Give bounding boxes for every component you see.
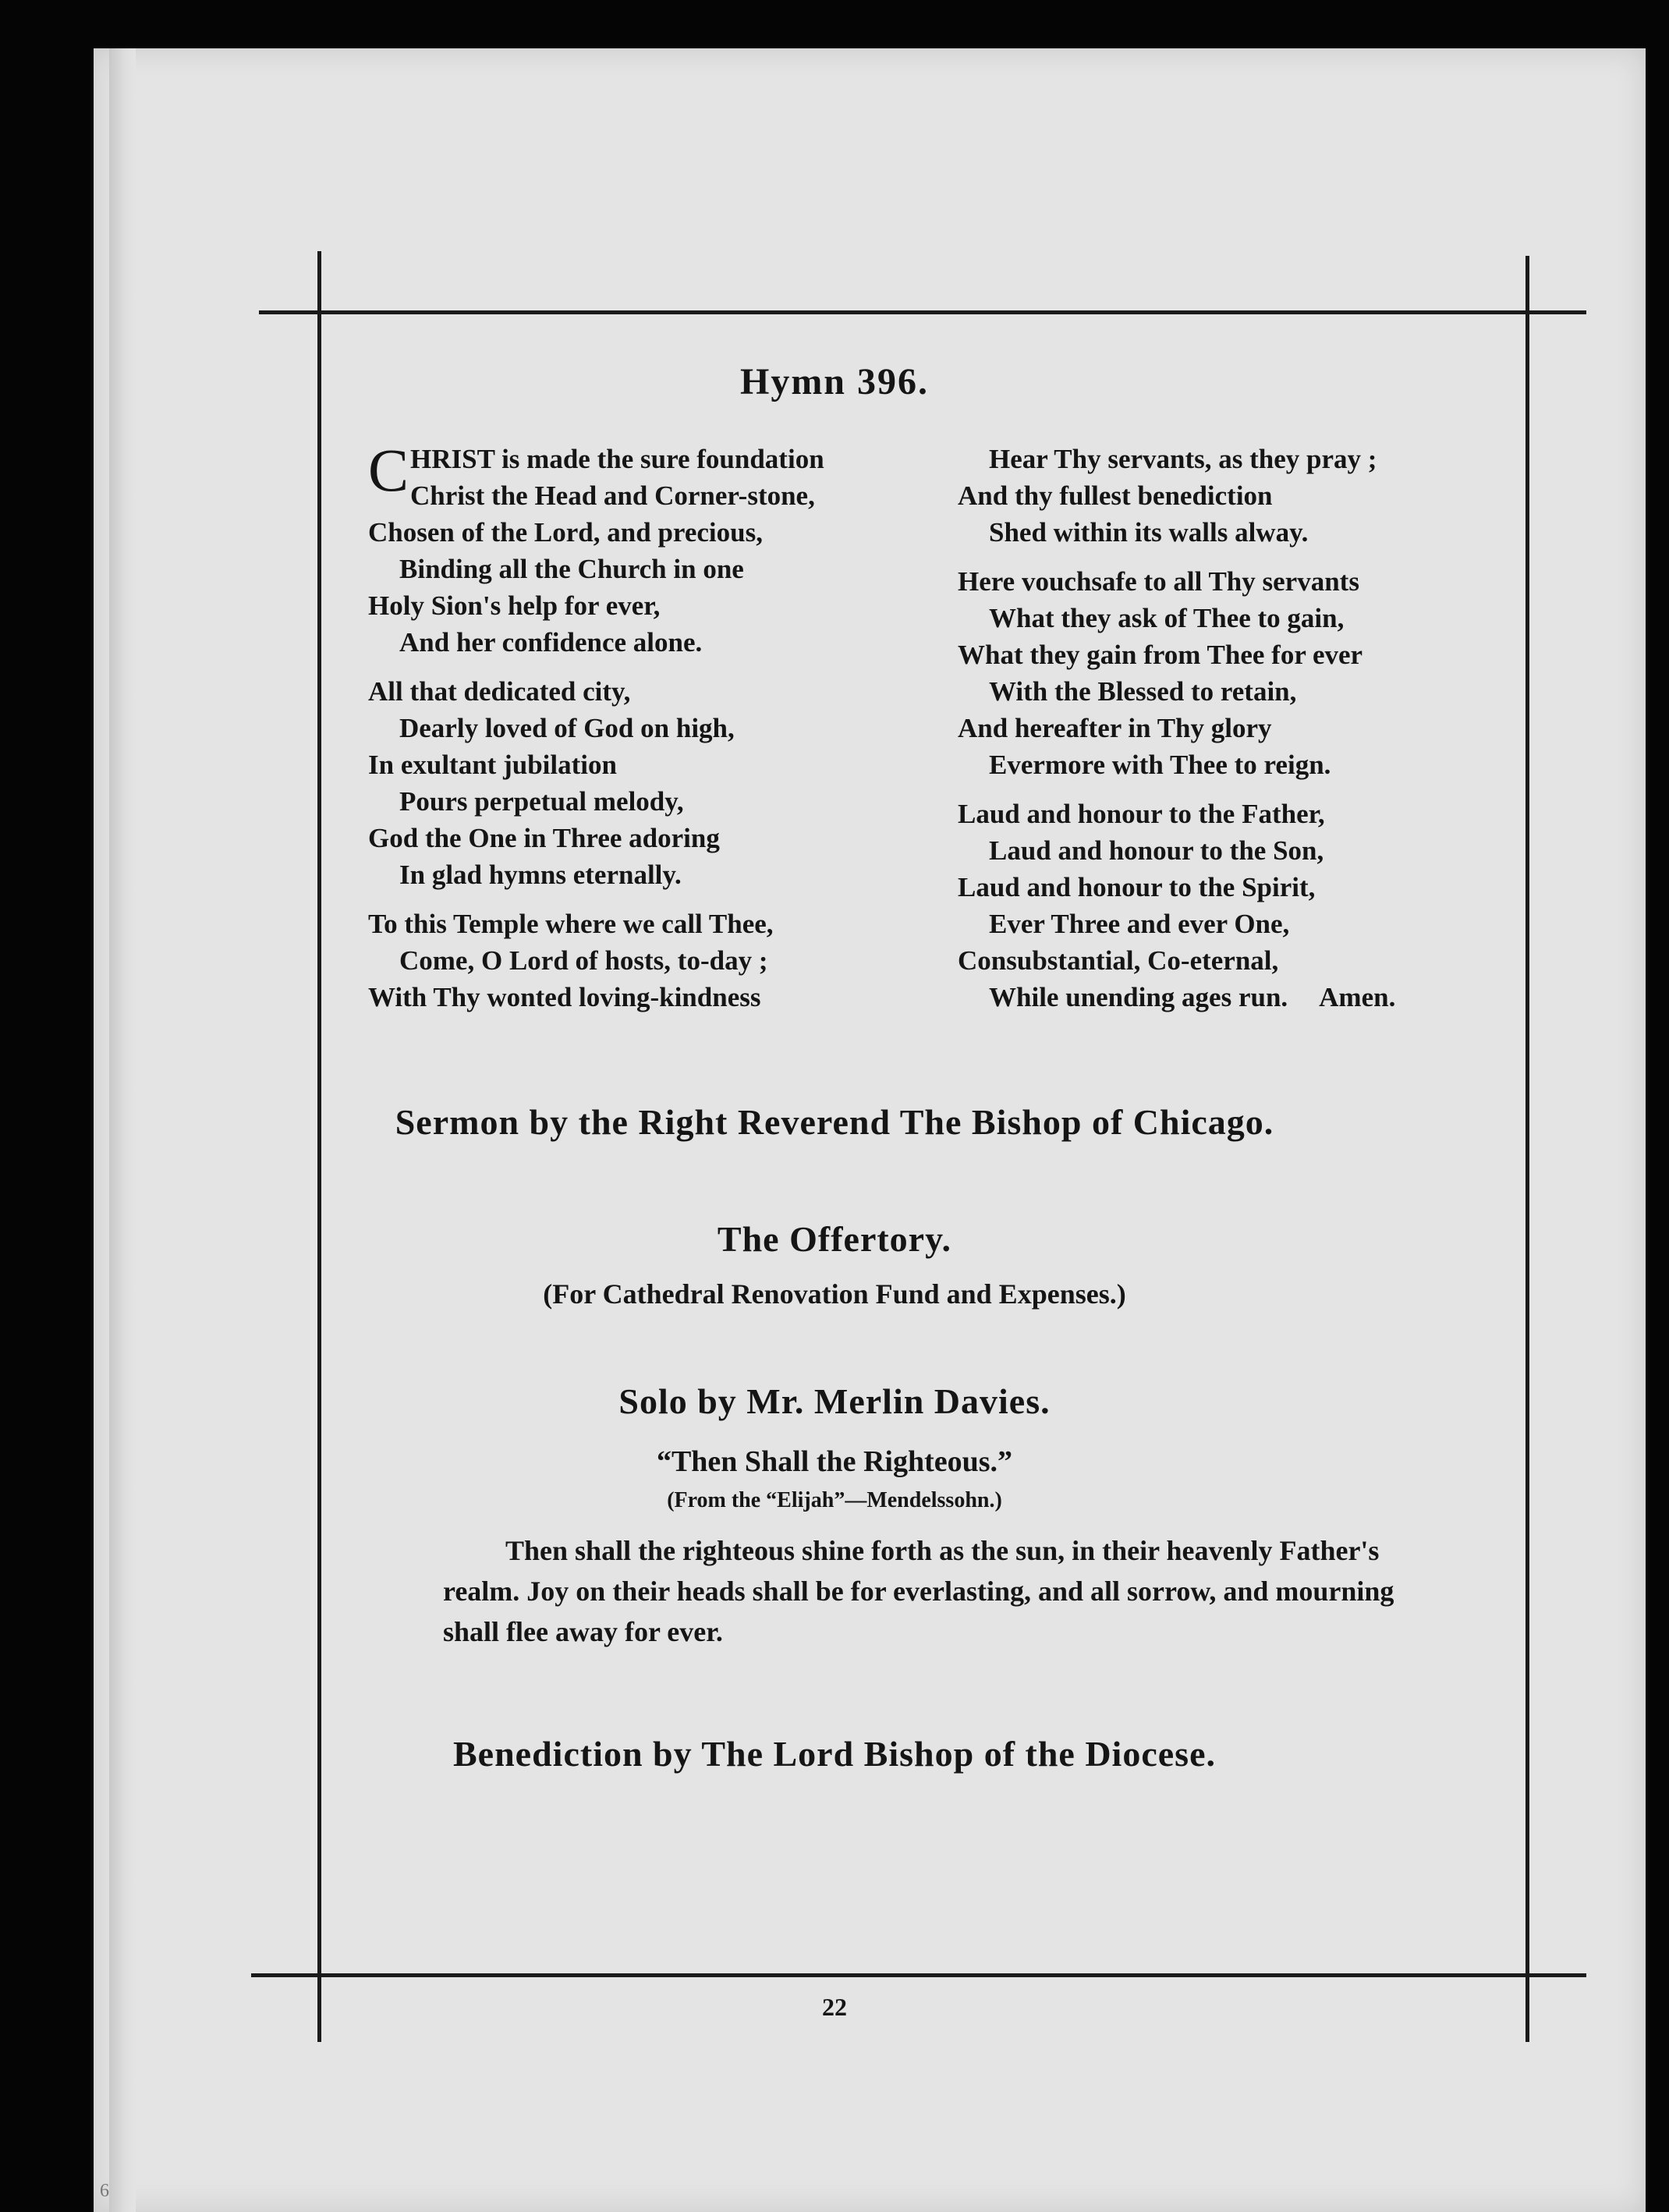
border-bottom-rule — [251, 1973, 1586, 1977]
offertory-heading: The Offertory. — [717, 1219, 952, 1259]
hymn-line: Binding all the Church in one — [399, 554, 744, 584]
solo-heading: Solo by Mr. Merlin Davies. — [618, 1381, 1051, 1421]
stanza — [368, 673, 824, 893]
hymn-title: Hymn 396. — [739, 361, 929, 402]
hymn-line: Laud and honour to the Son, — [989, 835, 1324, 866]
hymn-line: Chosen of the Lord, and precious, — [368, 517, 763, 548]
offertory-note: (For Cathedral Renovation Fund and Expenses.) — [543, 1278, 1126, 1310]
hymn-line: Come, O Lord of hosts, to-day ; — [399, 945, 768, 976]
stanza — [958, 796, 1395, 1016]
hymn-line: And thy fullest benediction — [958, 480, 1273, 511]
stanza — [368, 436, 824, 661]
hymn-line: While unending ages run. Amen. — [958, 979, 1395, 1016]
amen: Amen. — [1319, 982, 1396, 1012]
stanza — [368, 906, 824, 1016]
hymn-line: Laud and honour to the Spirit, — [958, 872, 1316, 902]
hymn-line: Christ the Head and Corner-stone, — [410, 480, 815, 511]
hymn-line: Consubstantial, Co-eternal, — [958, 945, 1279, 976]
hymn-line: What they gain from Thee for ever — [958, 640, 1363, 670]
stanza — [958, 441, 1395, 551]
hymn-line: With Thy wonted loving-kindness — [368, 982, 761, 1012]
hymn-left-column — [368, 436, 824, 1028]
hymn-right-column — [958, 441, 1395, 1028]
solo-lyrics: Then shall the righteous shine forth as the sun, in their heavenly Father's realm. Joy on their heads shall be for everlasting, and all sorrow, and mourning shall flee away for ever. — [443, 1535, 1394, 1647]
hymn-line: Laud and honour to the Father, — [958, 799, 1325, 829]
solo-source: (From the “Elijah”—Mendelssohn.) — [667, 1488, 1002, 1512]
hymn-line: CHRIST is made the sure foundation — [368, 436, 824, 504]
hymn-line: Hear Thy servants, as they pray ; — [989, 444, 1377, 474]
hymn-line: Dearly loved of God on high, — [399, 713, 735, 743]
hymn-line: And hereafter in Thy glory — [958, 713, 1272, 743]
solo-piece-title: “Then Shall the Righteous.” — [656, 1445, 1013, 1478]
corner-mark: 6 — [100, 2181, 109, 2201]
hymn-line: And her confidence alone. — [399, 627, 703, 658]
hymn-line: All that dedicated city, — [368, 676, 631, 707]
hymn-line: Evermore with Thee to reign. — [989, 750, 1331, 780]
benediction-heading: Benediction by The Lord Bishop of the Diocese. — [453, 1734, 1216, 1774]
hymn-line: Shed within its walls alway. — [989, 517, 1309, 548]
hymn-line: Ever Three and ever One, — [989, 909, 1290, 939]
page-number: 22 — [822, 1993, 847, 2021]
hymn-line: God the One in Three adoring — [368, 823, 720, 853]
hymn-line: To this Temple where we call Thee, — [368, 909, 774, 939]
stanza — [958, 563, 1395, 783]
hymn-line: Pours perpetual melody, — [399, 786, 684, 817]
hymn-line: In exultant jubilation — [368, 750, 617, 780]
hymn-line: Here vouchsafe to all Thy servants — [958, 566, 1359, 597]
hymn-line: What they ask of Thee to gain, — [989, 603, 1345, 633]
hymn-line: With the Blessed to retain, — [989, 676, 1297, 707]
hymn-line: Holy Sion's help for ever, — [368, 590, 661, 621]
border-top-rule — [259, 310, 1586, 314]
sermon-heading: Sermon by the Right Reverend The Bishop of Chicago. — [395, 1102, 1274, 1142]
drop-capital: C — [368, 436, 409, 504]
hymn-line: In glad hymns eternally. — [399, 860, 682, 890]
